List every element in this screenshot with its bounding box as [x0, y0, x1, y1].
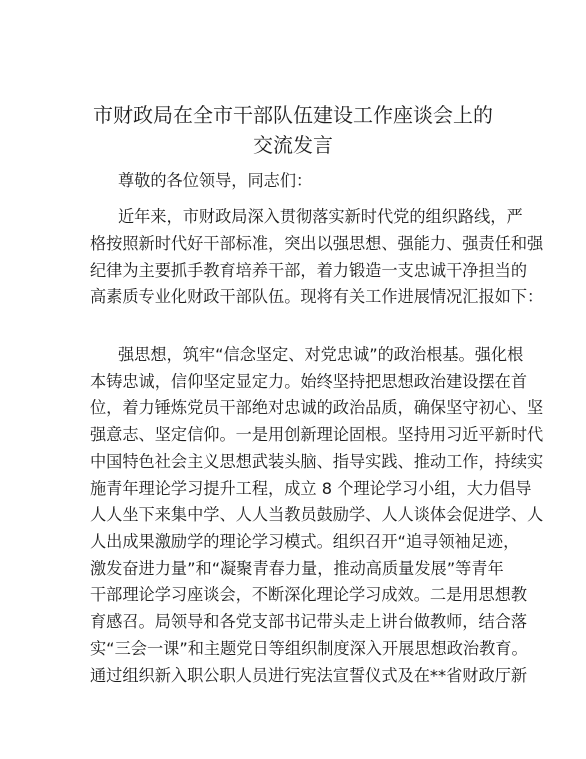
paragraph-2-line: 强意志、坚定信仰。一是用创新理论固根。坚持用习近平新时代: [90, 425, 544, 444]
paragraph-2-line: 人出成果激励学的理论学习模式。组织召开“追寻领袖足迹，: [90, 532, 520, 551]
salutation: 尊敬的各位领导，同志们：: [118, 171, 313, 190]
paragraph-2-line: 人人坐下来集中学、人人当教员鼓励学、人人谈体会促进学、人: [90, 505, 544, 524]
paragraph-2-line: 激发奋进力量”和“凝聚青春力量，推动高质量发展”等青年: [90, 559, 504, 578]
paragraph-2-line: 育感召。局领导和各党支部书记带头走上讲台做教师，结合落: [90, 612, 528, 631]
document-title-line-1: 市财政局在全市干部队伍建设工作座谈会上的: [93, 103, 493, 127]
paragraph-1-line: 格按照新时代好干部标准，突出以强思想、强能力、强责任和强: [90, 234, 544, 253]
paragraph-2-line: 通过组织新入职公职人员进行宪法宣誓仪式及在**省财政厅新: [90, 666, 528, 685]
paragraph-1-line: 近年来，市财政局深入贯彻落实新时代党的组织路线，严: [118, 207, 523, 226]
paragraph-2-line: 本铸忠诚，信仰坚定显定力。始终坚持把思想政治建设摆在首: [90, 372, 528, 391]
paragraph-2-line: 干部理论学习座谈会，不断深化理论学习成效。二是用思想教: [90, 585, 528, 604]
paragraph-2-line: 强思想，筑牢“信念坚定、对党忠诚”的政治根基。强化根: [118, 345, 524, 364]
paragraph-2-line: 中国特色社会主义思想武装头脑、指导实践、推动工作，持续实: [90, 452, 544, 471]
document-title-line-2: 交流发言: [253, 133, 333, 157]
paragraph-2-line: 实“三会一课”和主题党日等组织制度深入开展思想政治教育。: [90, 639, 528, 658]
paragraph-1-line: 纪律为主要抓手教育培养干部，着力锻造一支忠诚干净担当的: [90, 261, 528, 280]
paragraph-2-line: 施青年理论学习提升工程，成立 8 个理论学习小组，大力倡导: [90, 479, 532, 498]
paragraph-1-line: 高素质专业化财政干部队伍。现将有关工作进展情况汇报如下：: [90, 287, 544, 306]
paragraph-2-line: 位，着力锤炼党员干部绝对忠诚的政治品质，确保坚守初心、坚: [90, 398, 544, 417]
